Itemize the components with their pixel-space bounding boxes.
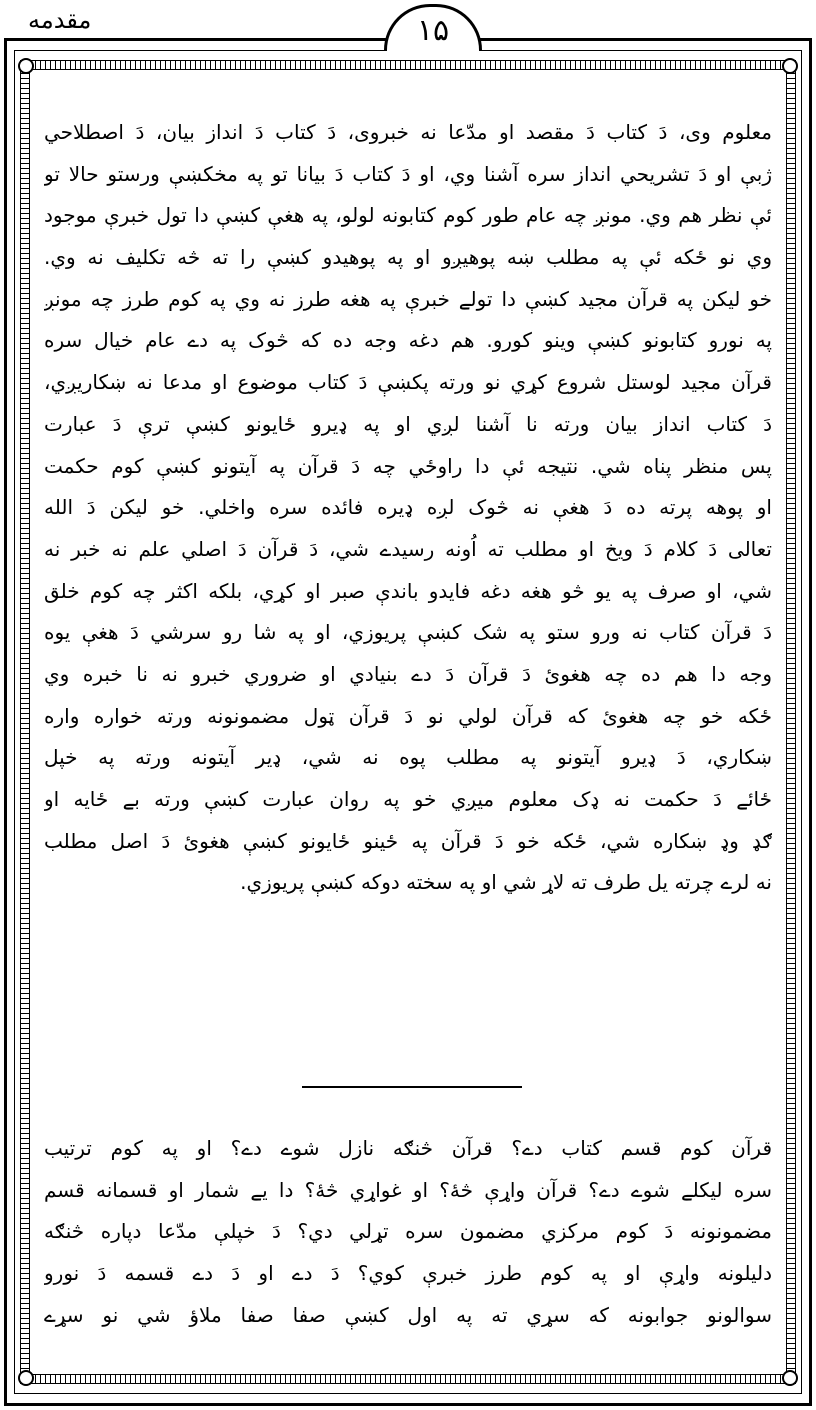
paragraph-1 (44, 112, 772, 904)
text-line: پس منظر پناه شي. نتیجه ئې دا راوځي چه دَ قرآن په آیتونو کښې کوم حکمت (44, 453, 772, 478)
text-line: په نورو کتابونو کښې وینو کورو. هم دغه وجه ده که څوک په دے عام خیال سره (44, 328, 772, 353)
text-line: قرآن کوم قسم کتاب دے؟ قرآن څنګه نازل شوے دے؟ او په کوم ترتیب (44, 1136, 772, 1160)
text-line: خو لیکن په قرآن مجید کښې دا تولے خبرې په هغه طرز نه وي په کوم طرز چه مونږ (44, 286, 772, 311)
text-line: ځکه خو چه هغوئ که قرآن لولي نو دَ قرآن ټول مضمونونه ورته خواره واره (44, 703, 772, 728)
text-line: شي، او صرف په یو څو هغه دغه فایدو باندې صبر او کړي، بلکه اکثر چه کوم خلق (44, 578, 772, 603)
border-band-bottom (20, 1374, 796, 1384)
section-title: مقدمه (28, 6, 92, 34)
text-line: سره لیکلے شوے دے؟ قرآن واړې څهٔ؟ او غواړي څهٔ؟ دا یے شمار او قسمانه قسم (44, 1177, 772, 1202)
text-line: ځائے دَ حکمت نه ډک معلوم میږي خو په روان عبارت کښې ورته بے ځایه او (44, 787, 772, 811)
border-band-left (20, 70, 30, 1374)
section-divider (302, 1086, 522, 1088)
text-line: وي نو ځکه ئې په مطلب ښه پوهیږو او په پوهیدو کښې را ته څه تکلیف نه وي. (44, 245, 772, 270)
text-line: ئې نظر هم وي. مونږ چه عام طور کوم کتابونه لولو، په هغې کښې دا تول خبرې موجود (44, 203, 772, 228)
border-corner-ornament (782, 1370, 798, 1386)
text-line: سوالونو جوابونه که سړي ته په اول کښې صفا صفا ملاؤ شي نو سړے (44, 1302, 772, 1327)
text-line: معلوم وی، دَ کتاب دَ مقصد او مدّعا نه خبروی، دَ کتاب دَ انداز بیان، دَ اصطلاحي (44, 120, 772, 144)
border-corner-ornament (18, 1370, 34, 1386)
text-line: ګډ وډ ښکاره شي، ځکه خو دَ قرآن په ځینو ځایونو کښې هغوئ دَ اصل مطلب (44, 828, 772, 853)
text-line: دلیلونه واړې او په کوم طرز خبرې کوي؟ دَ دے او دَ دے قسمه دَ نورو (44, 1261, 772, 1286)
text-line: ښکاري، دَ ډیرو آیتونو په مطلب پوه نه شي، ډیر آیتونه ورته په خپل (44, 745, 772, 770)
border-band-top (20, 60, 796, 70)
border-corner-ornament (18, 58, 34, 74)
text-line: دَ کتاب انداز بیان ورته نا آشنا لږي او په ډیرو ځایونو کښې ترې دَ عبارت (44, 411, 772, 436)
text-line: وجه دا هم ده چه هغوئ دَ قرآن دَ دے بنیادي او ضروري خبرو نه نا خبره وي (44, 661, 772, 686)
page-number: ۱۵ (384, 4, 482, 51)
border-corner-ornament (782, 58, 798, 74)
text-line: نه لرے چرته یل طرف ته لاړ شي او په سخته دوکه کښې پریوزي. (240, 870, 772, 895)
text-line: مضمونونه دَ کوم مرکزي مضمون سره تړلي دي؟ دَ خپلې مدّعا دپاره څنګه (44, 1219, 772, 1244)
text-line: تعالی دَ کلام دَ ویخ او مطلب ته اُونه رسیدے شي، دَ قرآن دَ اصلي علم نه خبر نه (44, 536, 772, 561)
text-line: ژبې او دَ تشریحي انداز سره آشنا وي، او دَ کتاب دَ بیانا تو په مخکښې ورستو حالا تو (44, 161, 772, 186)
paragraph-2 (44, 1128, 772, 1336)
text-line: او پوهه پرته ده دَ هغې نه څوک لږه ډیره فائده سره واخلي. خو لیکن دَ الله (44, 495, 772, 520)
text-line: دَ قرآن کتاب نه ورو ستو په شک کښې پریوزي، او په شا رو سرشي دَ هغې یوه (44, 620, 772, 645)
text-line: قرآن مجید لوستل شروع کړي نو ورته پکښې دَ کتاب موضوع او مدعا نه ښکاریږي، (44, 370, 772, 395)
border-band-right (786, 70, 796, 1374)
